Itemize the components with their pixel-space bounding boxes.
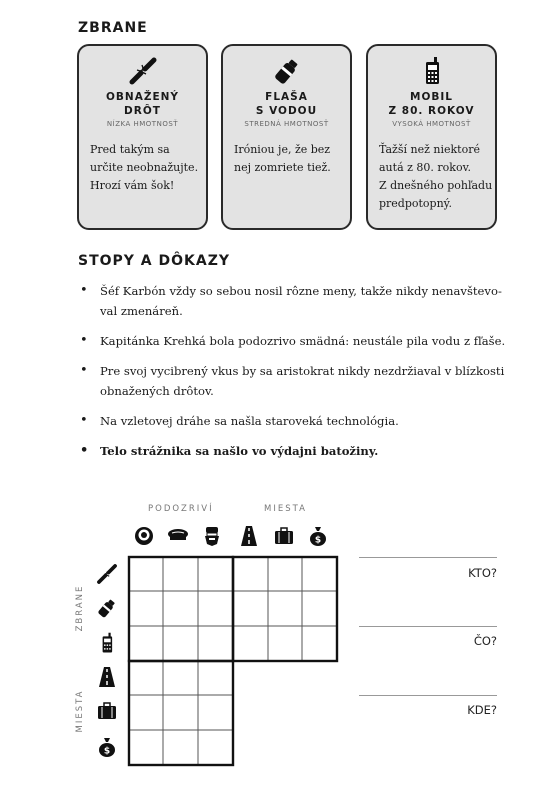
grid-cell[interactable] (268, 592, 303, 627)
grid-cell[interactable] (268, 557, 303, 592)
grid-cell[interactable] (198, 626, 233, 661)
weapon-name: MOBIL Z 80. ROKOV (388, 91, 475, 117)
weapon-card-bottle (221, 44, 352, 230)
money-bag-icon (96, 736, 118, 758)
water-bottle-icon (223, 54, 350, 88)
weapon-weight: NÍZKA HMOTNOSŤ (106, 120, 179, 128)
grid-cell[interactable] (129, 557, 164, 592)
answer-line (359, 626, 497, 627)
grid-cell[interactable] (302, 557, 337, 592)
grid-column-group-suspects: PODOZRIVÍ (148, 504, 214, 514)
grid-cell[interactable] (302, 592, 337, 627)
grid-cell[interactable] (129, 592, 164, 627)
water-bottle-icon (96, 597, 118, 619)
clue-item: • Kapitánka Krehká bola podozrivo smädná: neustále pila vodu z fľaše. (78, 331, 518, 351)
old-mobile-icon (96, 632, 118, 654)
astronaut-helmet-icon (133, 525, 155, 547)
clue-item: • Telo strážnika sa našlo vo výdajni batožiny. (78, 441, 518, 461)
clue-item: • Pre svoj vycibrený vkus by sa aristokrat nikdy nezdržiaval v blízkosti obnažených drôtov. (78, 361, 518, 401)
luggage-icon (96, 700, 118, 722)
old-mobile-icon (368, 54, 495, 88)
grid-cell[interactable] (302, 626, 337, 661)
weapon-description: Iróniou je, že bez nej zomriete tiež. (234, 143, 331, 174)
grid-cell[interactable] (198, 661, 233, 696)
clue-item: • Na vzletovej dráhe sa našla staroveká technológia. (78, 411, 518, 431)
weapon-description: Ťažší než niektoré autá z 80. rokov. Z dnešného pohľadu predpotopný. (379, 143, 493, 210)
grid-cell[interactable] (164, 696, 199, 731)
grid-cell[interactable] (164, 626, 199, 661)
weapon-card-wire (77, 44, 208, 230)
runway-icon (96, 666, 118, 688)
runway-icon (238, 525, 260, 547)
svg-text:$: $ (314, 535, 322, 546)
grid-cell[interactable] (233, 592, 268, 627)
weapon-weight: VYSOKÁ HMOTNOSŤ (392, 120, 471, 128)
answer-where-label: KDE? (467, 703, 497, 717)
grid-cell[interactable] (233, 557, 268, 592)
grid-cell[interactable] (129, 626, 164, 661)
evidence-section-title: STOPY A DÔKAZY (78, 253, 231, 269)
weapon-name: FLAŠA S VODOU (255, 91, 318, 117)
grid-cell[interactable] (129, 696, 164, 731)
grid-column-group-places: MIESTA (264, 504, 307, 514)
grid-row-group-places: MIESTA (75, 689, 85, 733)
grid-cell[interactable] (164, 661, 199, 696)
svg-text:$: $ (103, 746, 111, 757)
grid-cell[interactable] (198, 696, 233, 731)
grid-cell[interactable] (198, 730, 233, 765)
weapon-description: Pred takým sa určite neobnažujte. Hrozí vám šok! (90, 143, 199, 192)
grid-cell[interactable] (164, 557, 199, 592)
luggage-icon (273, 525, 295, 547)
grid-cell[interactable] (198, 557, 233, 592)
bearded-man-icon (201, 525, 223, 547)
weapons-section-title: ZBRANE (78, 20, 148, 36)
weapon-weight: STREDNÁ HMOTNOSŤ (244, 120, 329, 128)
clue-list (78, 281, 518, 471)
grid-cell[interactable] (129, 661, 164, 696)
clue-item: • Šéf Karbón vždy so sebou nosil rôzne meny, takže nikdy nenavštevo- val zmenáreň. (78, 281, 518, 321)
grid-cell[interactable] (164, 730, 199, 765)
money-bag-icon (307, 525, 329, 547)
exposed-wire-icon (79, 54, 206, 88)
exposed-wire-icon (96, 563, 118, 585)
grid-cell[interactable] (268, 626, 303, 661)
answer-who-label: KTO? (468, 566, 497, 580)
chef-hat-icon (167, 525, 189, 547)
grid-row-group-weapons: ZBRANE (75, 584, 85, 632)
weapon-card-mobile (366, 44, 497, 230)
grid-cell[interactable] (198, 592, 233, 627)
grid-cell[interactable] (129, 730, 164, 765)
weapon-name: OBNAŽENÝ DRÔT (105, 91, 180, 117)
grid-cell[interactable] (233, 626, 268, 661)
answer-what-label: ČO? (473, 634, 497, 648)
answer-line (359, 695, 497, 696)
answer-line (359, 557, 497, 558)
grid-cell[interactable] (164, 592, 199, 627)
